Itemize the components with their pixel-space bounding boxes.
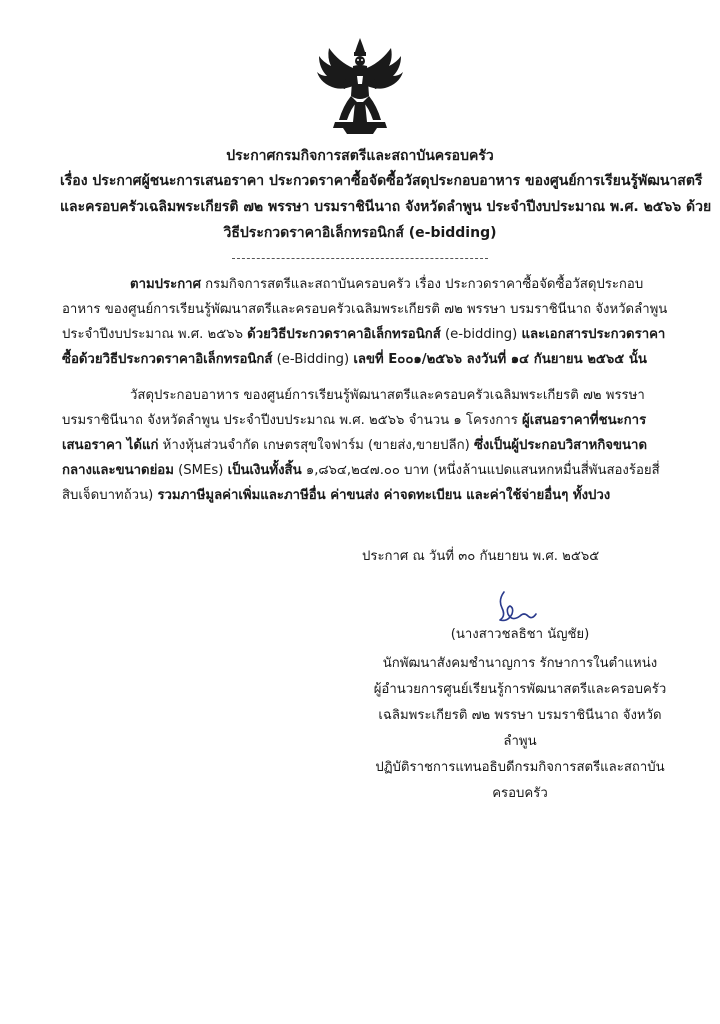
p1-text3: (e-Bidding) (272, 352, 354, 367)
p1-lead: ตามประกาศ (130, 277, 201, 292)
subject-line-2: และครอบครัวเฉลิมพระเกียรติ ๗๒ พรรษา บรมราชินีนาถ จังหวัดลำพูน ประจำปีงบประมาณ พ.ศ. ๒๕๖๖ ด้วย (60, 199, 712, 215)
position-line-1: นักพัฒนาสังคมชำนาญการ รักษาการในตำแหน่ง (382, 656, 658, 671)
p1-bold1: ด้วยวิธีประกวดราคาอิเล็กทรอนิกส์ (247, 327, 441, 342)
announcement-subject (60, 168, 712, 246)
p2-text2: ห้างหุ้นส่วนจำกัด เกษตรสุขใจฟาร์ม (ขายส่ง,ขายปลีก) (158, 438, 474, 453)
position-line-5: ปฏิบัติราชการแทนอธิบดีกรมกิจการสตรีและสถาบัน (375, 760, 665, 775)
p2-bold1: ผู้เสนอราคาที่ชนะการเสนอราคา ได้แก่ (62, 413, 647, 453)
p2-text4: ๑,๘๖๔,๒๔๗.๐๐ บาท (หนึ่งล้านแปดแสนหกหมื่นสี่พันสองร้อยสี่สิบเจ็ดบาทถ้วน) (62, 463, 660, 503)
position-line-6: ครอบครัว (492, 786, 548, 801)
signature-icon (490, 586, 550, 626)
signatory-name (360, 622, 680, 648)
p2-bold3: เป็นเงินทั้งสิ้น (227, 463, 302, 478)
paragraph-reference (62, 272, 672, 372)
signatory-position (360, 651, 680, 807)
p1-bold3: เลขที่ E๐๐๑/๒๕๖๖ ลงวันที่ ๑๔ กันยายน ๒๕๖๕ นั้น (353, 352, 647, 367)
p1-text2: (e-bidding) (440, 327, 522, 342)
position-line-4: ลำพูน (503, 734, 537, 749)
signatory-name-text: (นางสาวชลธิชา นัญชัย) (450, 627, 590, 642)
position-line-3: เฉลิมพระเกียรติ ๗๒ พรรษา บรมราชินีนาถ จังหวัด (378, 708, 662, 723)
p2-bold2: ซึ่งเป็นผู้ประกอบวิสาหกิจขนาดกลางและขนาดย่อม (62, 438, 648, 478)
garuda-emblem-icon (313, 36, 407, 136)
announcement-title (60, 143, 660, 169)
p2-bold4: รวมภาษีมูลค่าเพิ่มและภาษีอื่น ค่าขนส่ง ค่าจดทะเบียน และค่าใช้จ่ายอื่นๆ ทั้งปวง (157, 488, 611, 503)
divider (232, 258, 488, 259)
paragraph-winner (62, 383, 672, 508)
subject-line-1: เรื่อง ประกาศผู้ชนะการเสนอราคา ประกวดราคาซื้อจัดซื้อวัสดุประกอบอาหาร ของศูนย์การเรียนรู้พัฒนาสตรี (60, 173, 703, 189)
org-title: ประกาศกรมกิจการสตรีและสถาบันครอบครัว (226, 148, 494, 164)
position-line-2: ผู้อำนวยการศูนย์เรียนรู้การพัฒนาสตรีและครอบครัว (373, 682, 667, 697)
p1-bold2: และเอกสารประกวดราคาซื้อด้วยวิธีประกวดราคาอิเล็กทรอนิกส์ (62, 327, 666, 367)
p2-text3: (SMEs) (173, 463, 228, 478)
subject-line-3: วิธีประกวดราคาอิเล็กทรอนิกส์ (e-bidding) (223, 225, 497, 241)
p1-text1: กรมกิจการสตรีและสถาบันครอบครัว เรื่อง ประกวดราคาซื้อจัดซื้อวัสดุประกอบอาหาร ของศูนย์การเรียนรู้พัฒนาสตรีและครอบครัวเฉลิมพระเกียรติ ๗๒ พรรษา บรมราชินีนาถ จังหวัดลำพูน ประจำปีงบประมาณ พ.ศ. ๒๕๖๖ (62, 277, 668, 342)
announcement-date: ประกาศ ณ วันที่ ๓๐ กันยายน พ.ศ. ๒๕๖๕ (362, 549, 600, 564)
p2-text1: วัสดุประกอบอาหาร ของศูนย์การเรียนรู้พัฒนาสตรีและครอบครัวเฉลิมพระเกียรติ ๗๒ พรรษา บรมราชินีนาถ จังหวัดลำพูน ประจำปีงบประมาณ พ.ศ. ๒๕๖๖ จำนวน ๑ โครงการ (62, 388, 645, 428)
